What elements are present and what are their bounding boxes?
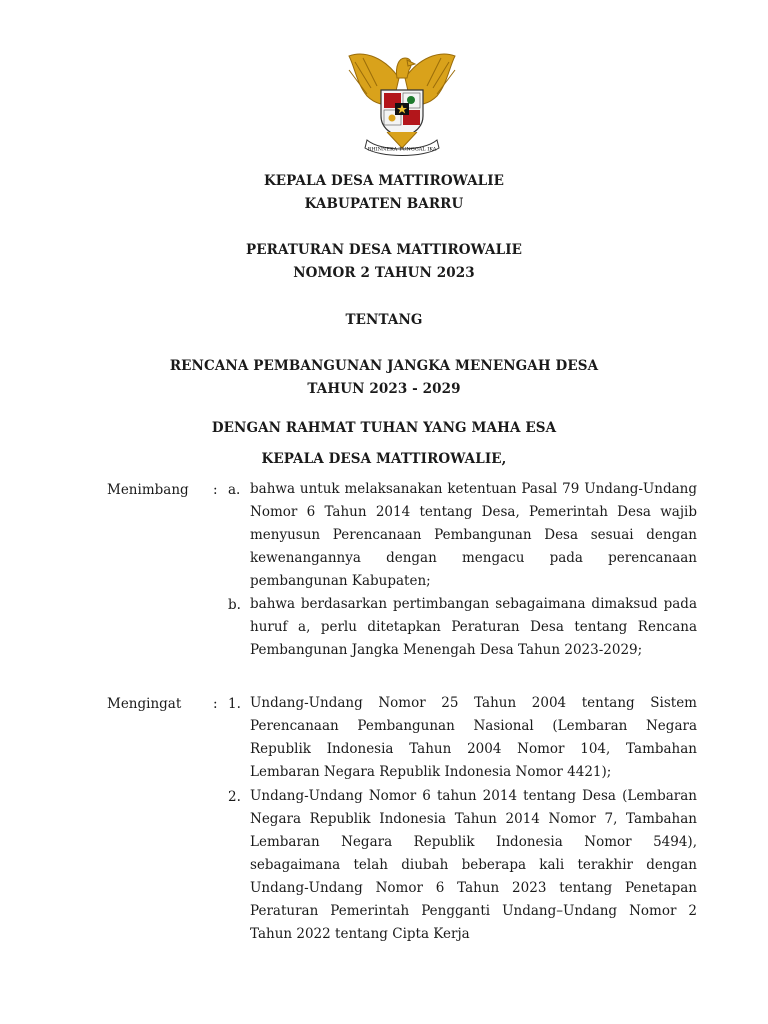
tentang-label: TENTANG (345, 312, 423, 328)
regulation-number: NOMOR 2 TAHUN 2023 (293, 265, 475, 281)
issuer-name: KEPALA DESA MATTIROWALIE, (261, 451, 507, 467)
menimbang-label: Menimbang (107, 482, 189, 498)
list-marker: b. (228, 597, 241, 613)
menimbang-item-b: bahwa berdasarkan pertimbangan sebagaimana dimaksud pada huruf a, perlu ditetapkan Peraturan Desa tentang Rencana Pembangunan Jangka Menengah Desa Tahun 2023-2029; (250, 596, 697, 658)
regulation-subject: RENCANA PEMBANGUNAN JANGKA MENENGAH DESA (169, 358, 599, 374)
garuda-emblem-icon (341, 48, 463, 158)
list-marker: a. (228, 482, 241, 498)
menimbang-item-a: bahwa untuk melaksanakan ketentuan Pasal 79 Undang-Undang Nomor 6 Tahun 2014 tentang Desa, Pemerintah Desa wajib menyusun Perencanaan Pembangunan Desa sesuai dengan kewenangannya dengan mengacu pada perencanaan pembangunan Kabupaten; (250, 481, 697, 589)
list-marker: 1. (228, 696, 241, 712)
opening-phrase: DENGAN RAHMAT TUHAN YANG MAHA ESA (211, 420, 557, 436)
header-title-line-1: KEPALA DESA MATTIROWALIE (263, 173, 505, 189)
header-title-line-2: KABUPATEN BARRU (304, 196, 464, 212)
emblem-motto: BHINNEKA TUNGGAL IKA (367, 146, 437, 153)
list-marker: 2. (228, 789, 241, 805)
regulation-period: TAHUN 2023 - 2029 (307, 381, 461, 397)
menimbang-colon: : (213, 482, 218, 498)
mengingat-label: Mengingat (107, 696, 182, 712)
mengingat-colon: : (213, 696, 218, 712)
mengingat-item-2: Undang-Undang Nomor 6 tahun 2014 tentang Desa (Lembaran Negara Republik Indonesia Tahun 2014 Nomor 7, Tambahan Lembaran Negara Republik Indonesia Nomor 5494), sebagaimana telah diubah beberapa kali terakhir dengan Undang-Undang Nomor 6 Tahun 2023 tentang Penetapan Peraturan Pemerintah Pengganti Undang–Undang Nomor 2 Tahun 2022 tentang Cipta Kerja (250, 788, 697, 942)
mengingat-item-1: Undang-Undang Nomor 25 Tahun 2004 tentang Sistem Perencanaan Pembangunan Nasional (Lembaran Negara Republik Indonesia Tahun 2004 Nomor 104, Tambahan Lembaran Negara Republik Indonesia Nomor 4421); (250, 695, 697, 780)
regulation-title: PERATURAN DESA MATTIROWALIE (245, 242, 523, 258)
